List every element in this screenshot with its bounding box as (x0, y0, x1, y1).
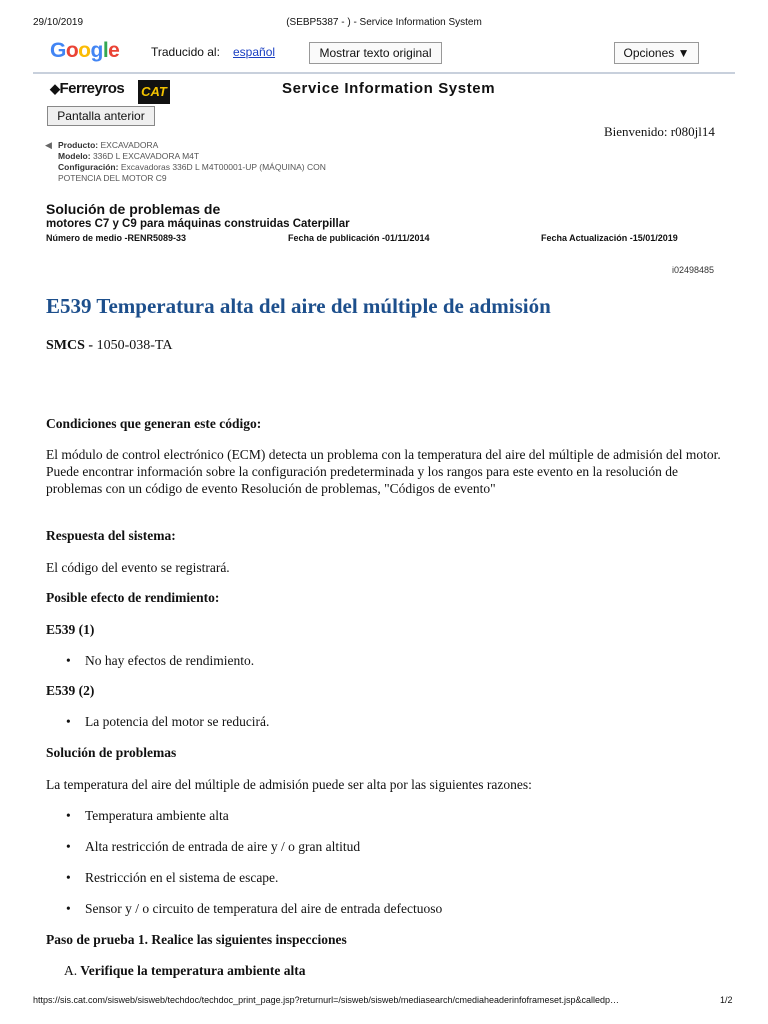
dealer-logo: ◆Ferreyros (50, 80, 125, 97)
config-value-line2: POTENCIA DEL MOTOR C9 (58, 173, 167, 183)
smcs-value: 1050-038-TA (93, 338, 173, 353)
product-value: EXCAVADORA (100, 140, 159, 150)
print-footer-url: https://sis.cat.com/sisweb/sisweb/techdoc/techdoc_print_page.jsp?returnurl=/sisweb/sisweb/mediasearch/cmediaheaderinfoframeset.jsp&calledp… (33, 995, 620, 1005)
list-item (66, 870, 278, 886)
product-label: Producto: (58, 140, 99, 150)
media-number: Número de medio -RENR5089-33 (46, 233, 187, 243)
bullet-icon: • (66, 901, 71, 916)
response-heading: Respuesta del sistema: (46, 528, 176, 543)
list-item-text: No hay efectos de rendimiento. (85, 653, 255, 668)
list-item (66, 839, 360, 855)
publish-date: Fecha de publicación -01/11/2014 (288, 233, 430, 243)
step-a-marker: A. (64, 963, 78, 978)
bullet-icon: • (66, 653, 71, 668)
google-logo (50, 39, 119, 63)
config-label: Configuración: (58, 162, 119, 172)
list-item (66, 714, 269, 730)
bullet-icon: • (66, 839, 71, 854)
troubleshooting-heading: Solución de problemas (46, 745, 177, 760)
article-heading: E539 Temperatura alta del aire del múltiple de admisión (46, 294, 551, 318)
system-title: Service Information System (282, 80, 496, 97)
list-item-text: Restricción en el sistema de escape. (85, 870, 279, 885)
bullet-icon: • (66, 870, 71, 885)
e539-2-label: E539 (2) (46, 683, 95, 698)
google-logo-letter: g (90, 39, 103, 62)
show-original-button[interactable]: Mostrar texto original (309, 42, 442, 64)
config-value: Excavadoras 336D L M4T00001-UP (MÁQUINA) CON (120, 162, 326, 172)
list-item-text: Temperatura ambiente alta (85, 808, 229, 823)
print-date: 29/10/2019 (33, 17, 84, 28)
smcs-label: SMCS - (46, 338, 94, 353)
document-title: Solución de problemas de (46, 201, 221, 217)
dealer-logo-text: Ferreyros (59, 80, 125, 97)
cat-logo: CAT (138, 80, 170, 104)
welcome-text: Bienvenido: r080jl14 (604, 124, 715, 139)
language-link[interactable]: español (233, 45, 276, 59)
google-logo-letter: l (102, 39, 109, 62)
document-subtitle: motores C7 y C9 para máquinas construidas Caterpillar (46, 218, 350, 230)
translated-to-label: Traducido al: (151, 45, 220, 59)
print-page-title: (SEBP5387 - ) - Service Information System (286, 17, 482, 28)
google-logo-letter: o (78, 39, 91, 62)
product-line (58, 140, 158, 151)
print-page-number: 1/2 (720, 995, 733, 1005)
bullet-icon: • (66, 808, 71, 823)
google-logo-letter: o (65, 39, 79, 62)
response-text: El código del evento se registrará. (46, 560, 230, 575)
config-line (58, 162, 326, 173)
bullet-icon: • (66, 714, 71, 729)
step-a (64, 963, 305, 979)
list-item-text: La potencia del motor se reducirá. (85, 714, 270, 729)
model-value: 336D L EXCAVADORA M4T (92, 151, 200, 161)
step-heading: Paso de prueba 1. Realice las siguientes inspecciones (46, 932, 347, 947)
list-item-text: Alta restricción de entrada de aire y / o gran altitud (85, 839, 361, 854)
back-button[interactable]: Pantalla anterior (47, 106, 155, 126)
troubleshooting-text: La temperatura del aire del múltiple de admisión puede ser alta por las siguientes razones: (46, 777, 532, 792)
step-a-text: Verifique la temperatura ambiente alta (80, 963, 306, 978)
document-id: i02498485 (672, 265, 715, 275)
google-logo-letter: G (50, 39, 66, 62)
conditions-text: El módulo de control electrónico (ECM) detecta un problema con la temperatura del aire del múltiple de admisión del motor. Puede encontrar información sobre la configuración predeterminada y los rangos para este evento en la resolución de problemas con un código de evento Resolución de problemas, "Códigos de evento" (46, 447, 721, 496)
smcs-code (46, 338, 172, 354)
chevron-left-icon[interactable]: ◀ (45, 140, 52, 150)
effect-heading: Posible efecto de rendimiento: (46, 590, 220, 605)
list-item (66, 901, 442, 917)
e539-1-label: E539 (1) (46, 622, 95, 637)
list-item (66, 808, 229, 824)
list-item (66, 653, 254, 669)
google-logo-letter: e (108, 39, 120, 62)
list-item-text: Sensor y / o circuito de temperatura del aire de entrada defectuoso (85, 901, 443, 916)
model-line (58, 151, 199, 162)
model-label: Modelo: (58, 151, 91, 161)
options-button[interactable]: Opciones ▼ (614, 42, 699, 64)
update-date: Fecha Actualización -15/01/2019 (541, 233, 678, 243)
conditions-heading: Condiciones que generan este código: (46, 416, 262, 431)
